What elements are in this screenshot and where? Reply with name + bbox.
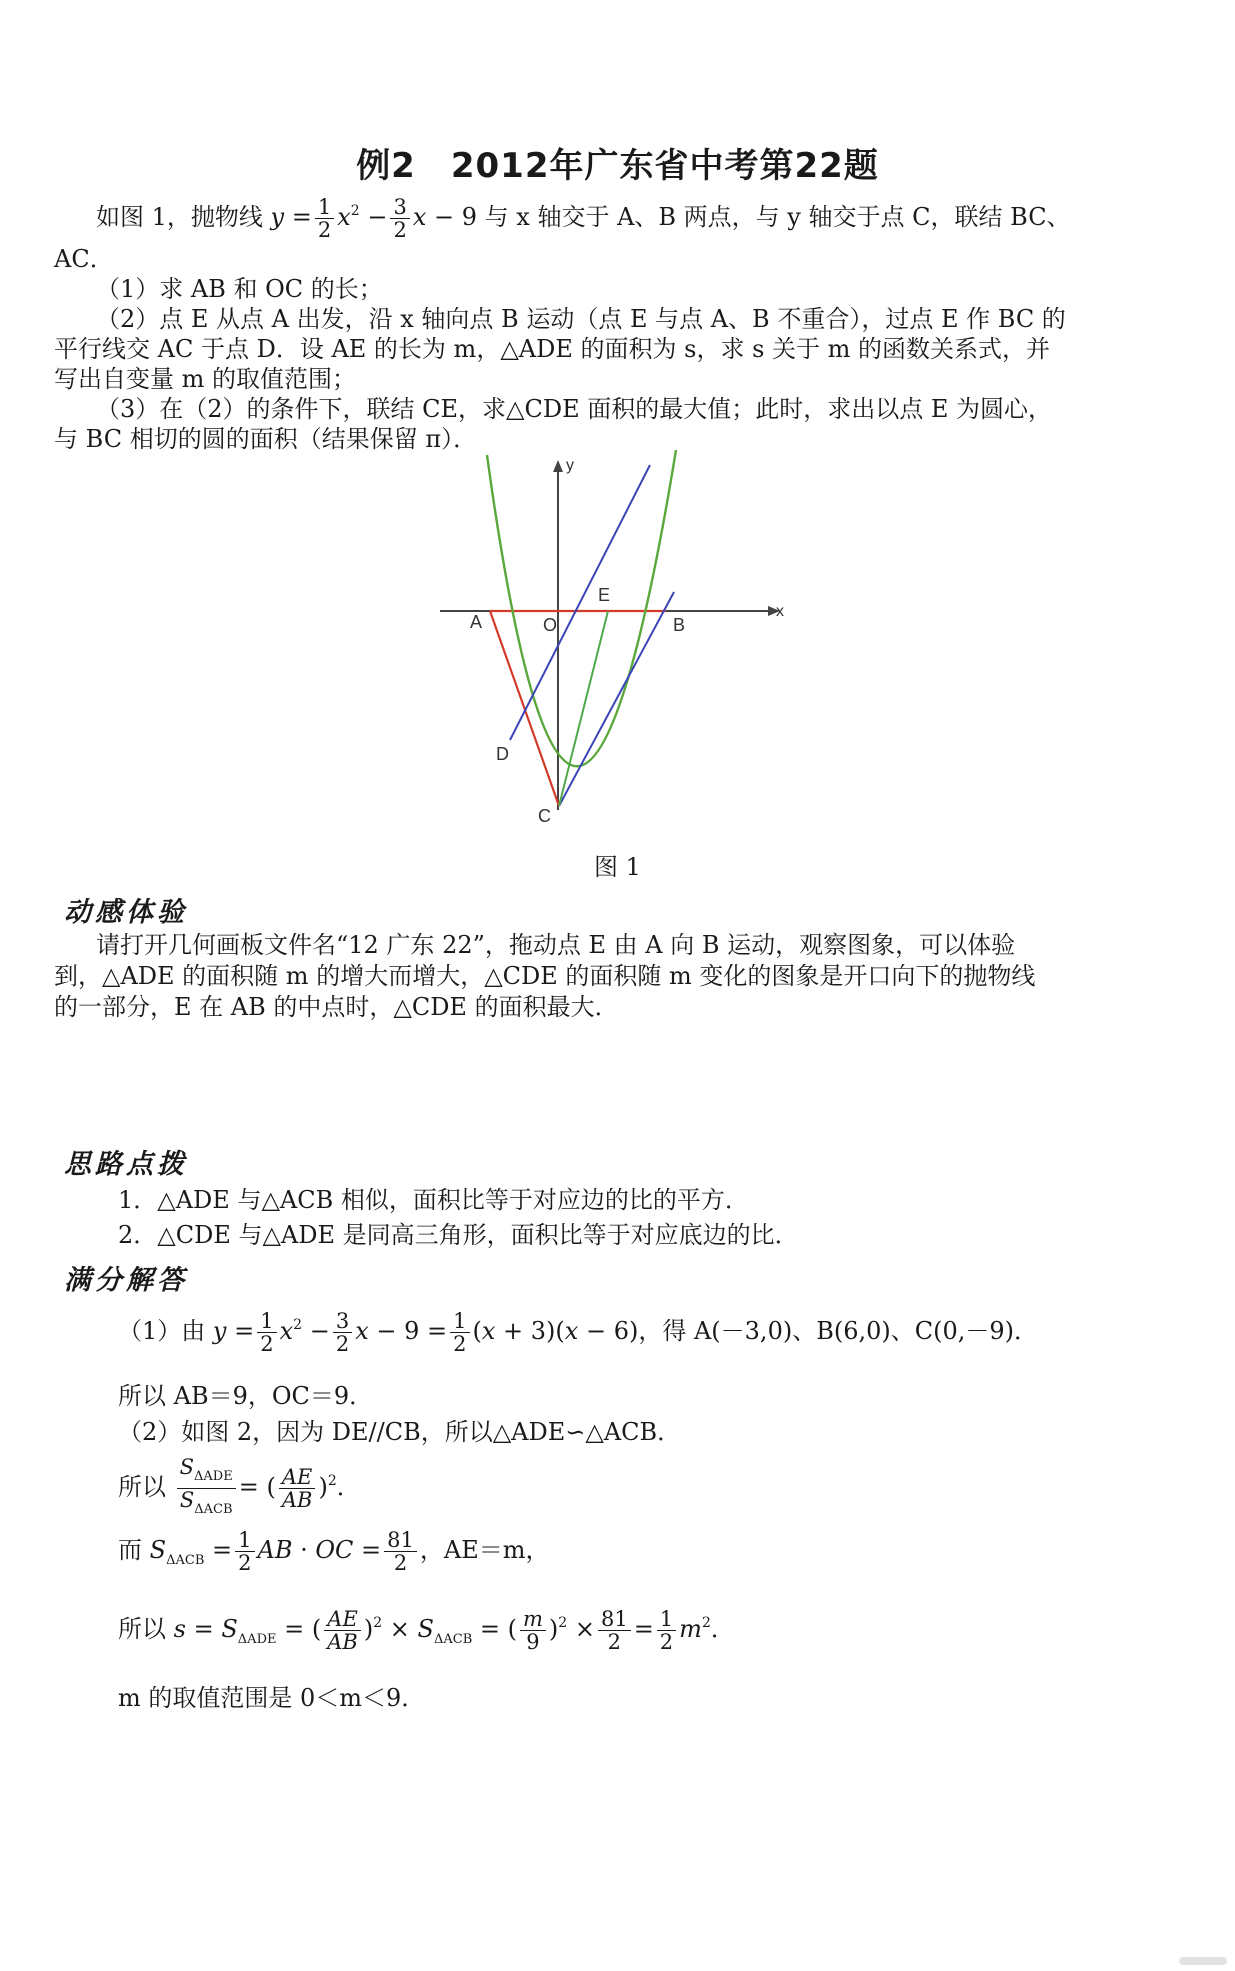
hint-1: 1．△ADE 与△ACB 相似，面积比等于对应边的比的平方．: [118, 1186, 749, 1214]
label-o: O: [543, 615, 558, 635]
question-1: （1）求 AB 和 OC 的长；: [96, 275, 383, 303]
hint-2: 2．△CDE 与△ADE 是同高三角形，面积比等于对应底边的比．: [118, 1221, 799, 1249]
solution-2-area: [118, 1529, 550, 1576]
factored-equation: y = $\frac{1}{2}$ $x^2$ − $\frac{3}{2}$ x − 9 = $\frac{1}{2}$ (x + 3)(x − 6): [212, 1309, 639, 1356]
figure-1-caption: 图 1: [594, 853, 641, 881]
intro-continuation: AC．: [54, 245, 114, 273]
s-equation: $s = S_{\Delta ADE}$ = ( $\frac{AE}{AB}$ )$^2 \times S_{\Delta ACB}$ = ( $\frac{m}{9}$ )$^2$ × $\frac{81}{2}$ = $\frac{1}{2}$ $m^2$．: [173, 1607, 735, 1654]
page-title: 例2 2012年广东省中考第22题: [356, 146, 879, 186]
solution-2-range: m 的取值范围是 0＜m＜9．: [118, 1684, 426, 1712]
dynamic-line-1: 请打开几何画板文件名“12 广东 22”，拖动点 E 由 A 向 B 运动，观察图象，可以体验: [96, 931, 1016, 959]
dynamic-line-2: 到，△ADE 的面积随 m 的增大而增大，△CDE 的面积随 m 变化的图象是开口向下的抛物线: [54, 962, 1036, 990]
heading-dynamic: 动感体验: [64, 897, 188, 928]
area-prefix: 而: [118, 1536, 142, 1564]
intro-suffix: 与 x 轴交于 A、B 两点，与 y 轴交于点 C，联结 BC、: [484, 203, 1071, 231]
problem-intro: [96, 196, 1071, 241]
label-y: y: [566, 457, 574, 474]
area-equation: $S_{\Delta ACB}$ = $\frac{1}{2}$ AB · OC = $\frac{81}{2}$: [150, 1536, 420, 1564]
label-b: B: [673, 615, 686, 635]
label-a: A: [470, 612, 483, 632]
ratio-equation: $\frac{S_{\Delta ADE}}{S_{\Delta ACB}}$ = ( $\frac{AE}{AB}$ )$^2$．: [174, 1473, 361, 1501]
corner-mark: [1179, 1957, 1227, 1965]
question-2-line-3: 写出自变量 m 的取值范围；: [54, 365, 357, 393]
solution-2-line-1: （2）如图 2，因为 DE//CB，所以△ADE∽△ACB．: [118, 1418, 682, 1446]
label-x: x: [776, 603, 784, 620]
line-ce: [559, 611, 608, 806]
parabola-equation: y = $\frac{1}{2}$ $x^2$ − $\frac{3}{2}$ x − 9: [270, 195, 478, 242]
figure-1: [430, 450, 800, 845]
solution-1-line-2: 所以 AB＝9，OC＝9．: [118, 1382, 374, 1410]
label-e: E: [598, 585, 611, 605]
label-c: C: [538, 806, 551, 826]
intro-prefix: 如图 1，抛物线: [96, 203, 263, 231]
ratio-prefix: 所以: [118, 1473, 166, 1501]
question-3-line-1: （3）在（2）的条件下，联结 CE，求△CDE 面积的最大值；此时，求出以点 E 为圆心，: [96, 395, 1053, 423]
y-axis-arrow: [553, 460, 563, 472]
solution-1-prefix: （1）由: [118, 1317, 206, 1345]
solution-1-line-1: [118, 1310, 1038, 1355]
question-2-line-1: （2）点 E 从点 A 出发，沿 x 轴向点 B 运动（点 E 与点 A、B 不重合），过点 E 作 BC 的: [96, 305, 1066, 333]
dynamic-line-3: 的一部分，E 在 AB 的中点时，△CDE 的面积最大．: [54, 993, 619, 1021]
solution-2-ratio: [118, 1456, 361, 1521]
question-2-line-2: 平行线交 AC 于点 D．设 AE 的长为 m，△ADE 的面积为 s，求 s 关于 m 的函数关系式，并: [54, 335, 1051, 363]
solution-2-s: [118, 1608, 735, 1655]
heading-solution: 满分解答: [64, 1265, 188, 1296]
area-suffix: ，AE＝m，: [419, 1536, 550, 1564]
heading-hints: 思路点拨: [64, 1149, 188, 1180]
segment-ac: [490, 611, 559, 806]
s-prefix: 所以: [118, 1615, 166, 1643]
line-de-extended: [510, 465, 650, 740]
label-d: D: [496, 744, 509, 764]
line-cb: [559, 592, 674, 806]
question-3-line-2: 与 BC 相切的圆的面积（结果保留 π）．: [54, 425, 478, 453]
solution-1-suffix: ，得 A(－3,0)、B(6,0)、C(0,－9)．: [638, 1317, 1038, 1345]
